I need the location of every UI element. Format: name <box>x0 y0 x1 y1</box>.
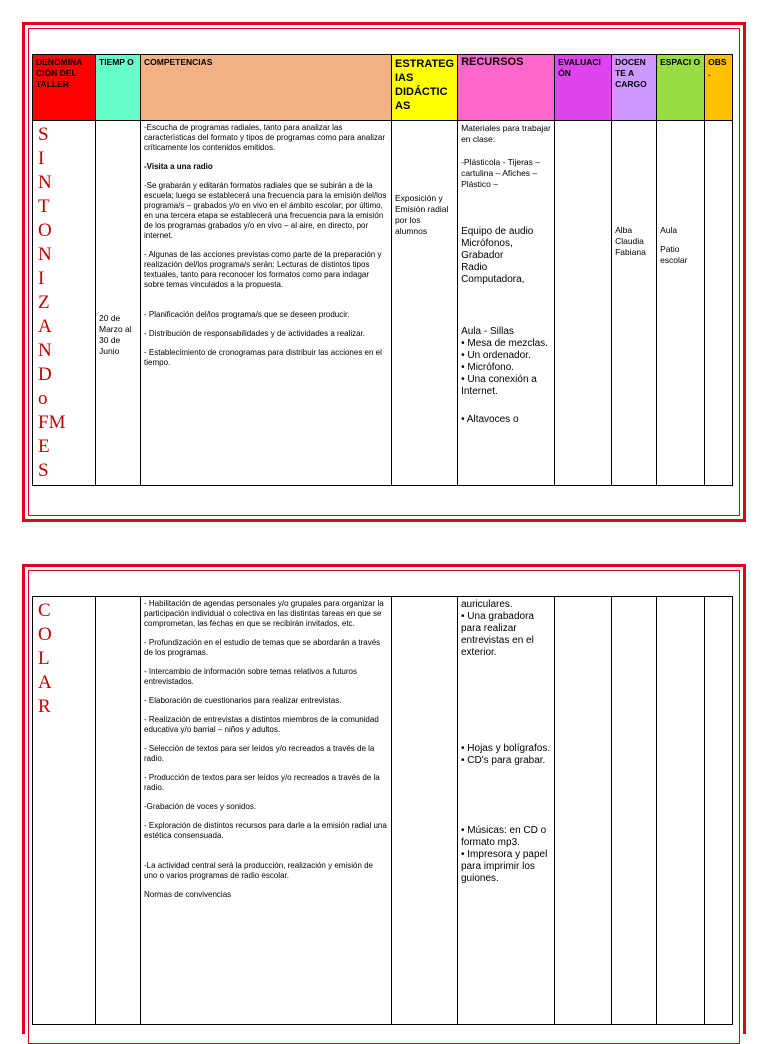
competencia-item: - Establecimiento de cronogramas para distribuir las acciones en el tiempo. <box>144 348 382 367</box>
docente-name: Alba <box>615 225 633 235</box>
competencias-cell <box>141 121 392 486</box>
competencia-item: -Grabación de voces y sonidos. <box>144 802 257 811</box>
estrategias-text: Exposición y Emisión radial por los alumnos <box>395 193 449 236</box>
recursos-aula-item: • Un ordenador. <box>461 350 531 361</box>
recursos-audio-item: Radio <box>461 262 488 273</box>
tiempo-cell <box>96 121 141 486</box>
tiempo-cell <box>96 597 141 1025</box>
recursos-altavoces: • Altavoces o <box>461 414 519 425</box>
tiempo-text: 20 de Marzo al 30 de Junio <box>99 313 132 356</box>
recursos-item: • Una grabadora para realizar entrevistas en el exterior. <box>461 611 534 658</box>
recursos-item: • Impresora y papel para imprimir los guiones. <box>461 849 548 884</box>
competencia-item: -Escucha de programas radiales, tanto para analizar las características del formato y tipos de programas como para analizar críticamente los contenidos emitidos. <box>144 123 385 152</box>
espacio-item: Aula <box>660 225 678 235</box>
recursos-audio-item: Equipo de audio <box>461 226 534 237</box>
recursos-audio-item: Grabador <box>461 250 504 261</box>
competencias-cell <box>141 597 392 1025</box>
recursos-item: • CD's para grabar. <box>461 755 546 766</box>
header-competencias: COMPETENCIAS <box>141 55 392 121</box>
header-espacio: ESPACI O <box>657 55 705 121</box>
recursos-item: auriculares. <box>461 599 513 610</box>
header-evaluacion: EVALUACI ÓN <box>555 55 612 121</box>
header-obs: OBS . <box>705 55 733 121</box>
estrategias-cell <box>392 597 458 1025</box>
header-tiempo: TIEMP O <box>96 55 141 121</box>
espacio-cell <box>657 121 705 486</box>
recursos-item: • Músicas: en CD o formato mp3. <box>461 825 547 848</box>
obs-cell <box>705 597 733 1025</box>
recursos-item: • Hojas y bolígrafos. <box>461 743 551 754</box>
table-row <box>33 597 733 1025</box>
header-recursos: RECURSOS <box>458 55 555 121</box>
competencia-item: -La actividad central será la producción, realización y emisión de uno o varios programas de radio escolar. <box>144 861 374 880</box>
competencia-item: - Exploración de distintos recursos para darle a la emisión radial una estética consensuada. <box>144 821 387 840</box>
competencia-item: - Planificación del/los programa/s que se deseen producir. <box>144 310 350 319</box>
competencia-item: -Se grabarán y editarán formatos radiales que se subirán a de la escuela; luego se establecerá una frecuencia para la emisión del/los programa/s – grabados y/o en vivo en el ámbito escolar; por último, en una tercera etapa se establecerá una frecuencia para la emisión de los programas grabados y/o en vivo – al aire, en directo, por internet. <box>144 181 387 240</box>
recursos-audio-item: Computadora, <box>461 274 525 285</box>
recursos-audio-item: Micrófonos, <box>461 238 513 249</box>
recursos-cell <box>458 597 555 1025</box>
header-denominacion: DENOMINA CIÓN DEL TALLER <box>33 55 96 121</box>
espacio-item: Patio escolar <box>660 244 688 265</box>
header-row <box>33 55 733 121</box>
recursos-aula-item: • Mesa de mezclas. <box>461 338 548 349</box>
docente-cell <box>612 121 657 486</box>
obs-cell <box>705 121 733 486</box>
recursos-aula-item: Aula - Sillas <box>461 326 514 337</box>
competencia-item: - Realización de entrevistas a distintos miembros de la comunidad educativa y/o barrial – niños y adultos. <box>144 715 379 734</box>
competencia-item: - Profundización en el estudio de temas que se abordarán a través de los programas. <box>144 638 381 657</box>
docente-name: Fabiana <box>615 247 646 257</box>
competencia-item: - Producción de textos para ser leídos y/o recreados a través de la radio. <box>144 773 380 792</box>
taller-name-vertical-continued: C O L A R <box>33 597 96 1025</box>
estrategias-cell <box>392 121 458 486</box>
espacio-cell <box>657 597 705 1025</box>
recursos-materiales-title: Materiales para trabajar en clase: <box>461 123 551 144</box>
header-docente: DOCEN TE A CARGO <box>612 55 657 121</box>
recursos-aula-item: • Micrófono. <box>461 362 515 373</box>
competencia-item: - Elaboración de cuestionarios para realizar entrevistas. <box>144 696 342 705</box>
docente-cell <box>612 597 657 1025</box>
recursos-cell <box>458 121 555 486</box>
header-estrategias: ESTRATEG IAS DIDÁCTIC AS <box>392 55 458 121</box>
table-row <box>33 121 733 486</box>
competencia-item: - Intercambio de información sobre temas relativos a futuros entrevistados. <box>144 667 357 686</box>
competencia-item: - Selección de textos para ser leídos y/o recreados a través de la radio. <box>144 744 375 763</box>
workshop-table-page-2 <box>32 596 733 1025</box>
competencia-item: - Habilitación de agendas personales y/o grupales para organizar la participación individual o colectiva en las distintas tareas en que se comprometan, las fechas en que se recibirán invitados, etc. <box>144 599 384 628</box>
workshop-table-page-1 <box>32 54 733 486</box>
competencia-item: - Algunas de las acciones previstas como parte de la preparación y realización del/los programa/s serán: Lecturas de distintos tipos textuales, tanto para reconocer los formatos como para indagar sobre temas vinculados a la propuesta. <box>144 250 382 289</box>
competencia-item: - Distribución de responsabilidades y de actividades a realizar. <box>144 329 366 338</box>
competencia-item: -Visita a una radio <box>144 162 213 171</box>
taller-name-vertical: S I N T O N I Z A N D o FM E S <box>33 121 96 486</box>
evaluacion-cell <box>555 597 612 1025</box>
competencia-item: Normas de convivencias <box>144 890 232 899</box>
evaluacion-cell <box>555 121 612 486</box>
recursos-materiales-list: -Plásticola - Tijeras – cartulina – Afiches – Plástico – <box>461 157 540 189</box>
recursos-aula-item: • Una conexión a Internet. <box>461 374 537 397</box>
docente-name: Claudia <box>615 236 644 246</box>
